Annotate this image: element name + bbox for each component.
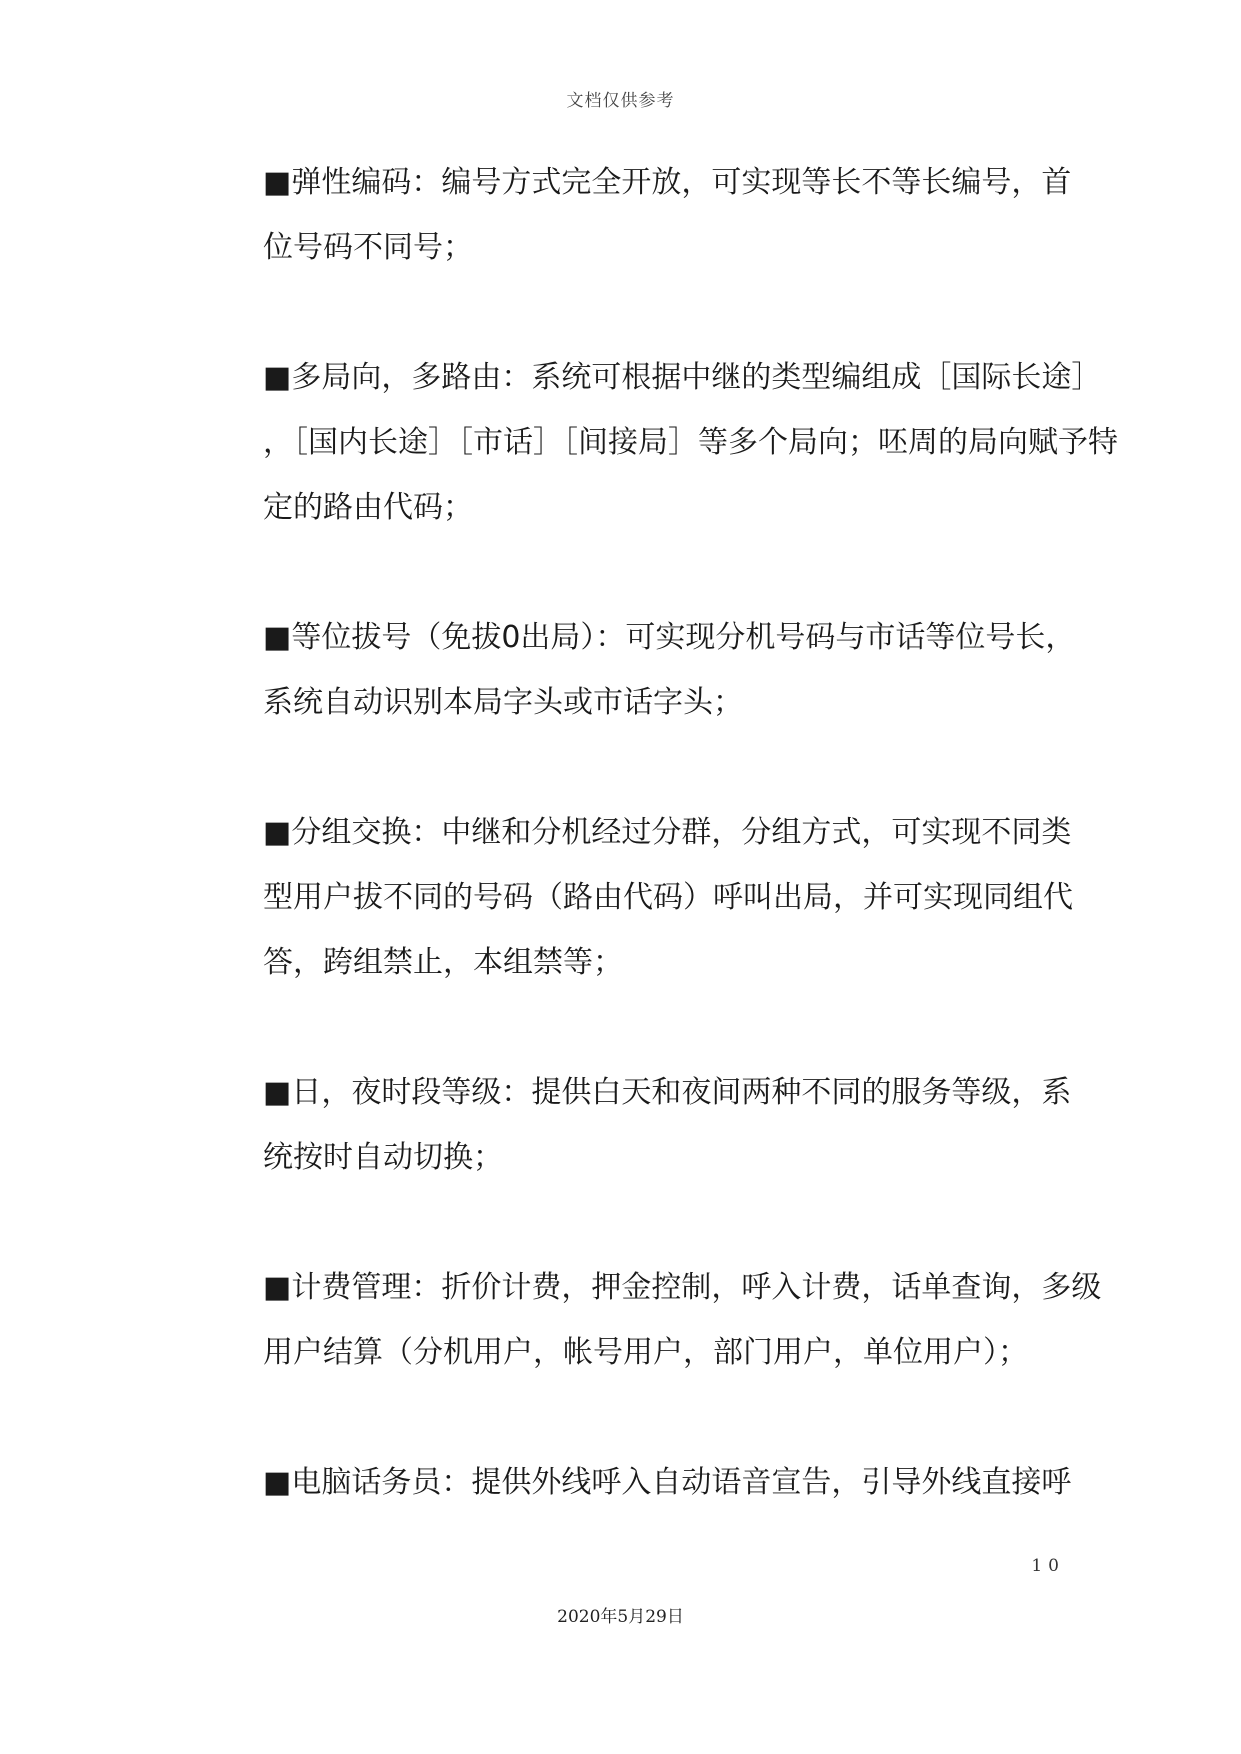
paragraph-elastic-numbering: [263, 150, 1072, 280]
paragraph-line: 型用户拔不同的号码（路由代码）呼叫出局，并可实现同组代: [263, 880, 1073, 915]
paragraph-billing-management: [263, 1255, 1102, 1385]
paragraph-line: 系统自动识别本局字头或市话字头；: [263, 685, 743, 720]
paragraph-line: 用户结算（分机用户，帐号用户，部门用户，单位用户）；: [263, 1335, 1028, 1370]
paragraph-line: 定的路由代码；: [263, 490, 473, 525]
paragraph-multi-route: [263, 345, 1118, 540]
paragraph-line: ■日，夜时段等级：提供白天和夜间两种不同的服务等级，系: [263, 1075, 1072, 1110]
paragraph-line: ，［国内长途］［市话］［间接局］等多个局向；呸周的局向赋予特: [263, 425, 1118, 460]
paragraph-line: ■等位拔号（免拔0出局）：可实现分机号码与市话等位号长，: [263, 620, 1076, 655]
paragraph-line: ■计费管理：折价计费，押金控制，呼入计费，话单查询，多级: [263, 1270, 1102, 1305]
paragraph-line: ■弹性编码：编号方式完全开放，可实现等长不等长编号，首: [263, 165, 1072, 200]
paragraph-line: ■电脑话务员：提供外线呼入自动语音宣告，引导外线直接呼: [263, 1465, 1072, 1500]
paragraph-line: 统按时自动切换；: [263, 1140, 503, 1175]
paragraph-day-night-levels: [263, 1060, 1072, 1190]
paragraph-line: ■分组交换：中继和分机经过分群，分组方式，可实现不同类: [263, 815, 1072, 850]
document-body: [263, 150, 1118, 1580]
paragraph-equal-dialing: [263, 605, 1076, 735]
page-footer-date: 2020年5月29日: [557, 1607, 684, 1627]
paragraph-group-switching: [263, 800, 1073, 995]
paragraph-line: 答，跨组禁止，本组禁等；: [263, 945, 623, 980]
page-number: 10: [1031, 1556, 1065, 1576]
page-header: 文档仅供参考: [566, 91, 675, 111]
paragraph-computer-operator: [263, 1450, 1072, 1515]
paragraph-line: 位号码不同号；: [263, 230, 473, 265]
paragraph-line: ■多局向，多路由：系统可根据中继的类型编组成［国际长途］: [263, 360, 1102, 395]
